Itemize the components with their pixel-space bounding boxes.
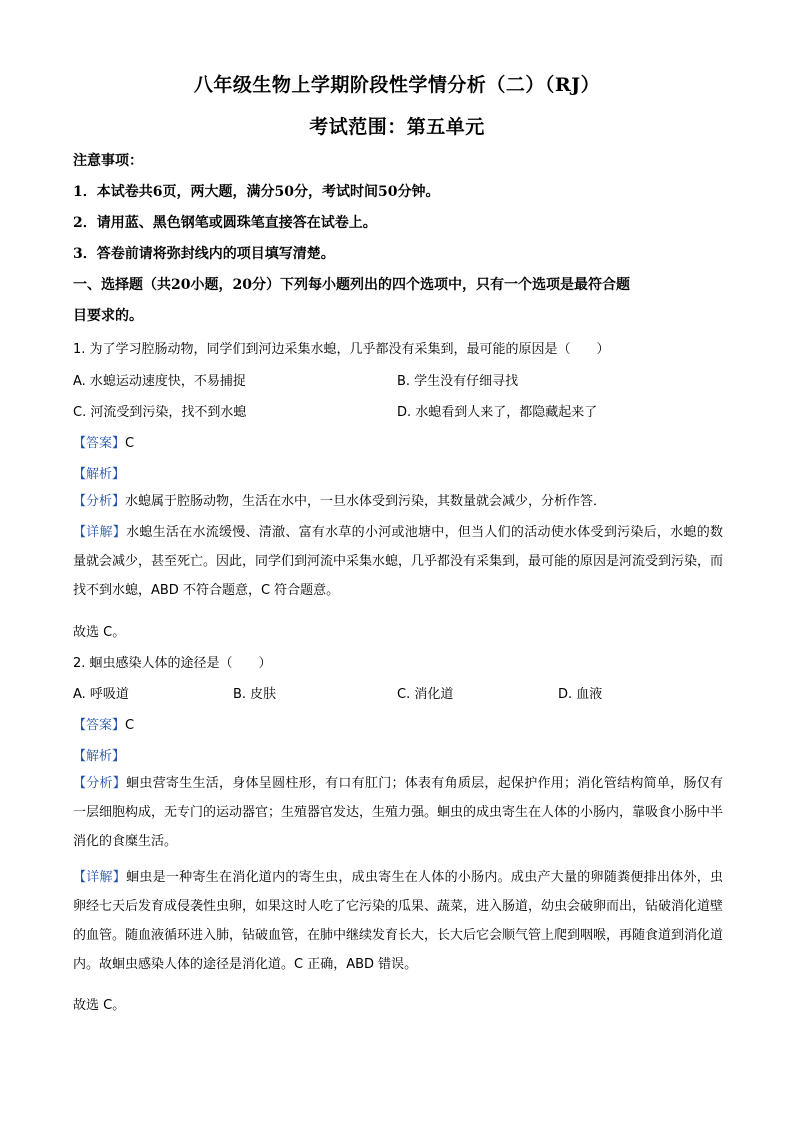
- answer-value: C: [125, 436, 135, 451]
- section-heading: 一、选择题（共20小题，20分）下列每小题列出的四个选项中，只有一个选项是最符合题: [73, 277, 630, 293]
- detail-tag: 【详解】: [73, 525, 127, 540]
- page-title: 八年级生物上学期阶段性学情分析（二）（RJ）: [193, 74, 601, 96]
- analysis-tag: 【解析】: [73, 467, 126, 482]
- question-2-stem: 2. 蛔虫感染人体的途径是（ ）: [73, 656, 272, 671]
- q2-answer: [73, 714, 134, 733]
- q1-detail: [73, 518, 723, 605]
- notice-heading: 注意事项：: [73, 153, 143, 169]
- notice-item: 2．请用蓝、黑色钢笔或圆珠笔直接答在试卷上。: [73, 215, 377, 231]
- notice-item: 1．本试卷共6页，两大题，满分50分，考试时间50分钟。: [73, 184, 440, 200]
- q2-option-c: C. 消化道: [397, 687, 454, 702]
- answer-tag: 【答案】: [73, 436, 126, 451]
- answer-value: C: [125, 718, 135, 733]
- q1-answer: [73, 432, 134, 451]
- section-heading-cont: 目要求的。: [73, 308, 143, 324]
- q1-option-a: A. 水螅运动速度快，不易捕捉: [73, 374, 246, 389]
- question-1-stem: 1. 为了学习腔肠动物，同学们到河边采集水螅，几乎都没有采集到，最可能的原因是（ ）: [73, 342, 610, 357]
- fenxi-text: 水螅属于腔肠动物，生活在水中，一旦水体受到污染，其数量就会减少，分析作答．: [125, 494, 607, 509]
- q2-option-d: D. 血液: [558, 687, 603, 702]
- fenxi-tag: 【分析】: [73, 776, 127, 791]
- exam-scope: 考试范围：第五单元: [309, 116, 485, 138]
- detail-text: 水螅生活在水流缓慢、清澈、富有水草的小河或池塘中，但当人们的活动使水体受到污染后，水螅的数量就会减少，甚至死亡。因此，同学们到河流中采集水螅，几乎都没有采集到，最可能的原因是河流受到污染，而找不到水螅，ABD 不符合题意，C 符合题意。: [73, 525, 724, 598]
- analysis-tag: 【解析】: [73, 749, 126, 764]
- q2-conclusion: 故选 C。: [73, 998, 126, 1013]
- q1-analysis-heading: [73, 463, 125, 482]
- q2-option-b: B. 皮肤: [233, 687, 277, 702]
- q1-option-d: D. 水螅看到人来了，都隐藏起来了: [397, 405, 598, 420]
- detail-tag: 【详解】: [73, 870, 127, 885]
- q1-option-c: C. 河流受到污染，找不到水螅: [73, 405, 247, 420]
- q2-detail: [73, 863, 723, 979]
- q2-analysis-heading: [73, 745, 125, 764]
- q2-fenxi: [73, 769, 723, 856]
- q1-fenxi: [73, 487, 723, 516]
- q1-conclusion: 故选 C。: [73, 625, 126, 640]
- detail-text: 蛔虫是一种寄生在消化道内的寄生虫，成虫寄生在人体的小肠内。成虫产大量的卵随粪便排出体外，虫卵经七天后发育成侵袭性虫卵，如果这时人吃了它污染的瓜果、蔬菜，进入肠道，幼虫会破卵而出，钻破消化道壁的血管。随血液循环进入肺，钻破血管，在肺中继续发育长大，长大后它会顺气管上爬到咽喉，再随食道到消化道内。故蛔虫感染人体的途径是消化道。C 正确，ABD 错误。: [73, 870, 724, 972]
- q1-option-b: B. 学生没有仔细寻找: [397, 374, 519, 389]
- fenxi-tag: 【分析】: [73, 494, 126, 509]
- notice-item: 3．答卷前请将弥封线内的项目填写清楚。: [73, 246, 335, 262]
- fenxi-text: 蛔虫营寄生生活，身体呈圆柱形，有口有肛门；体表有角质层，起保护作用；消化管结构简单，肠仅有一层细胞构成，无专门的运动器官；生殖器官发达，生殖力强。蛔虫的成虫寄生在人体的小肠内，靠吸食小肠中半消化的食糜生活。: [73, 776, 724, 849]
- answer-tag: 【答案】: [73, 718, 126, 733]
- q2-option-a: A. 呼吸道: [73, 687, 129, 702]
